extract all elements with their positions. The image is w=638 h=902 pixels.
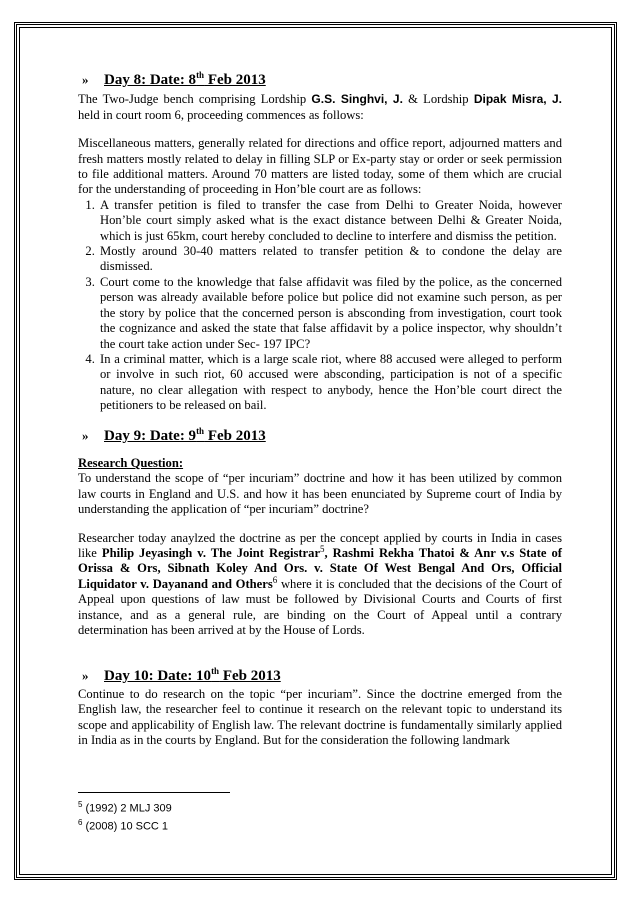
list-item: 2. Mostly around 30-40 matters related to transfer petition & to condone the delay are dismissed. (98, 244, 562, 275)
judge-name: G.S. Singhvi, J. (311, 92, 403, 107)
footnotes (78, 798, 172, 833)
bullet-arrow-icon: » (82, 72, 89, 87)
footnote-ref: 5 (320, 543, 325, 554)
day9-heading (78, 425, 562, 444)
day10-title: Day 10: Date: 10th Feb 2013 (104, 666, 281, 685)
bullet-arrow-icon: » (82, 668, 89, 684)
day9-paragraph: Researcher today anaylzed the doctrine as per the concept applied by courts in India in cases like Philip Jeyasingh v. The Joint Registrar$^5$, Rashmi Rekha Thatoi & Anr v.s State of Orissa & Ors, Sibnath Koley And Ors. v. State Of West Bengal And Ors, Official Liquidator v. Dayanand and Others$^6$ where it is concluded that the decisions of the Court of Appeal upon questions of law must be followed by Divisional Courts and Courts of first instance, and as a general rule, are binding on the Court of Appeal until a contrary determination has been arrived at by the House of Lords. (78, 530, 562, 637)
research-question-label: Research Question: (78, 455, 184, 470)
day8-heading (78, 72, 562, 88)
list-item: 4. In a criminal matter, which is a large scale riot, where 88 accused were alleged to perform or involve in such riot, 60 accused were absconding, participation is not of a specific nature, no clear allegation with respect to anybody, hence the Hon’ble court direct the petitioners to be released on bail. (98, 352, 562, 414)
day8-list (78, 198, 562, 414)
research-question-text: To understand the scope of “per incuriam” doctrine and how it has been utilized by common law courts in England and U.S. and how it has been enunciated by Supreme court of India by understanding the application of “per incuriam” doctrine? (78, 471, 562, 517)
footnote-ref: 6 (272, 574, 278, 585)
day8-paragraph: Miscellaneous matters, generally related for directions and office report, adjourned matters and fresh matters mostly related to delay in filling SLP or Ex-party stay or order or seek permission to file additional matters. Around 70 matters are listed today, some of them which are crucial for the understanding of proceeding in Hon’ble court are as follows: (78, 136, 562, 197)
judge-name: Dipak Misra, J. (473, 92, 562, 107)
case-name: Philip Jeyasingh v. The Joint Registrar (101, 545, 321, 560)
day8-title: Day 8: Date: 8th Feb 2013 (104, 70, 266, 88)
footnote: $^6$ (2008) 10 SCC 1 (78, 817, 169, 833)
footnote-divider (78, 792, 230, 793)
day10-heading (78, 668, 562, 684)
list-item: 1. A transfer petition is filed to transfer the case from Delhi to Greater Noida, however Hon’ble court simply asked what is the exact distance between Delhi & Greater Noida, which is just 65km, court hereby concluded to decline to interfere and dismiss the petition. (98, 198, 562, 244)
footnote: $^5$ (1992) 2 MLJ 309 (78, 800, 172, 815)
day8-intro: The Two-Judge bench comprising Lordship G.S. Singhvi, J. & Lordship Dipak Misra, J. held in court room 6, proceeding commences as follows: (78, 92, 562, 122)
case-name: , Rashmi Rekha Thatoi & Anr v.s State of Orissa & Ors, Sibnath Koley And Ors. v. State Of West Bengal And Ors, Official Liquidator v. Dayanand and Others (78, 545, 562, 591)
list-item: 3. Court come to the knowledge that false affidavit was filed by the police, as the concerned person was already available before police but police did not examine such person, as per the story by police that the concerned person is absconding from investigation, court took the cognizance and asked the state that false affidavit by a police inspector, why shouldn’t the court take action under Sec- 197 IPC? (98, 275, 562, 352)
bullet-arrow-icon: » (82, 427, 89, 443)
day9-title: Day 9: Date: 9th Feb 2013 (104, 425, 266, 444)
document-body (78, 72, 562, 748)
day10-paragraph: Continue to do research on the topic “per incuriam”. Since the doctrine emerged from the English law, the researcher feel to continue it research on the relevant topic to understand its scope and applicability of English law. The relevant doctrine is fundamentally similarly applied in India as in the courts by England. But for the consideration the following landmark (78, 686, 562, 748)
